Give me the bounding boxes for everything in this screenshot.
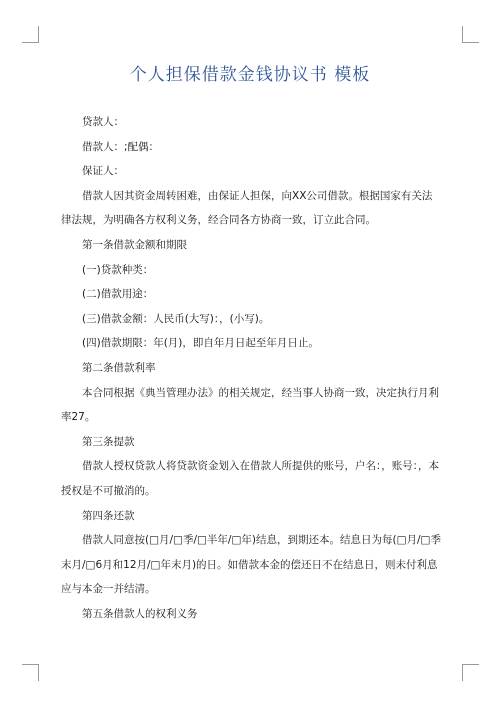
crop-mark-bottom-right (462, 664, 479, 681)
borrower-line: 借款人：;配偶： (82, 140, 160, 153)
loan-term-line: (四)借款期限：年(月)，即自年月日起至年月日止。 (82, 337, 319, 350)
crop-mark-bottom-left (22, 664, 39, 681)
lender-line: 贷款人： (82, 116, 124, 128)
crop-mark-top-left (22, 26, 39, 43)
loan-purpose-line: (二)借款用途： (82, 288, 154, 301)
document-title: 个人担保借款金钱协议书 模板 (129, 65, 371, 85)
article-2-heading: 第二条借款利率 (82, 361, 156, 374)
crop-mark-top-right (462, 26, 479, 43)
article-1-heading: 第一条借款金额和期限 (82, 238, 187, 251)
article-3-heading: 第三条提款 (82, 435, 135, 448)
article-5-heading: 第五条借款人的权利义务 (82, 607, 198, 620)
preamble-paragraph: 借款人因其资金周转困难，由保证人担保，向XX公司借款。根据国家有关法律法规，为明确各方权利义务，经合同各方协商一致，订立此合同。 (61, 189, 433, 227)
loan-type-line: (一)贷款种类： (82, 263, 154, 276)
document-body (61, 110, 441, 626)
loan-amount-line: (三)借款金额：人民币(大写)：，(小写)。 (82, 312, 270, 325)
drawdown-paragraph: 借款人授权贷款人将贷款资金划入在借款人所提供的账号，户名：，账号：，本授权是不可撤消的。 (61, 460, 439, 497)
repayment-paragraph: 借款人同意按(□月/□季/□半年/□年)结息，到期还本。结息日为每(□月/□季末月/□6月和12月/□年末月)的日。如借款本金的偿还日不在结息日，则未付利息应与本金一并结清。 (61, 534, 441, 596)
article-4-heading: 第四条还款 (82, 509, 135, 522)
interest-rate-paragraph: 本合同根据《典当管理办法》的相关规定，经当事人协商一致，决定执行月利率27。 (61, 386, 439, 424)
guarantor-line: 保证人： (82, 165, 124, 178)
